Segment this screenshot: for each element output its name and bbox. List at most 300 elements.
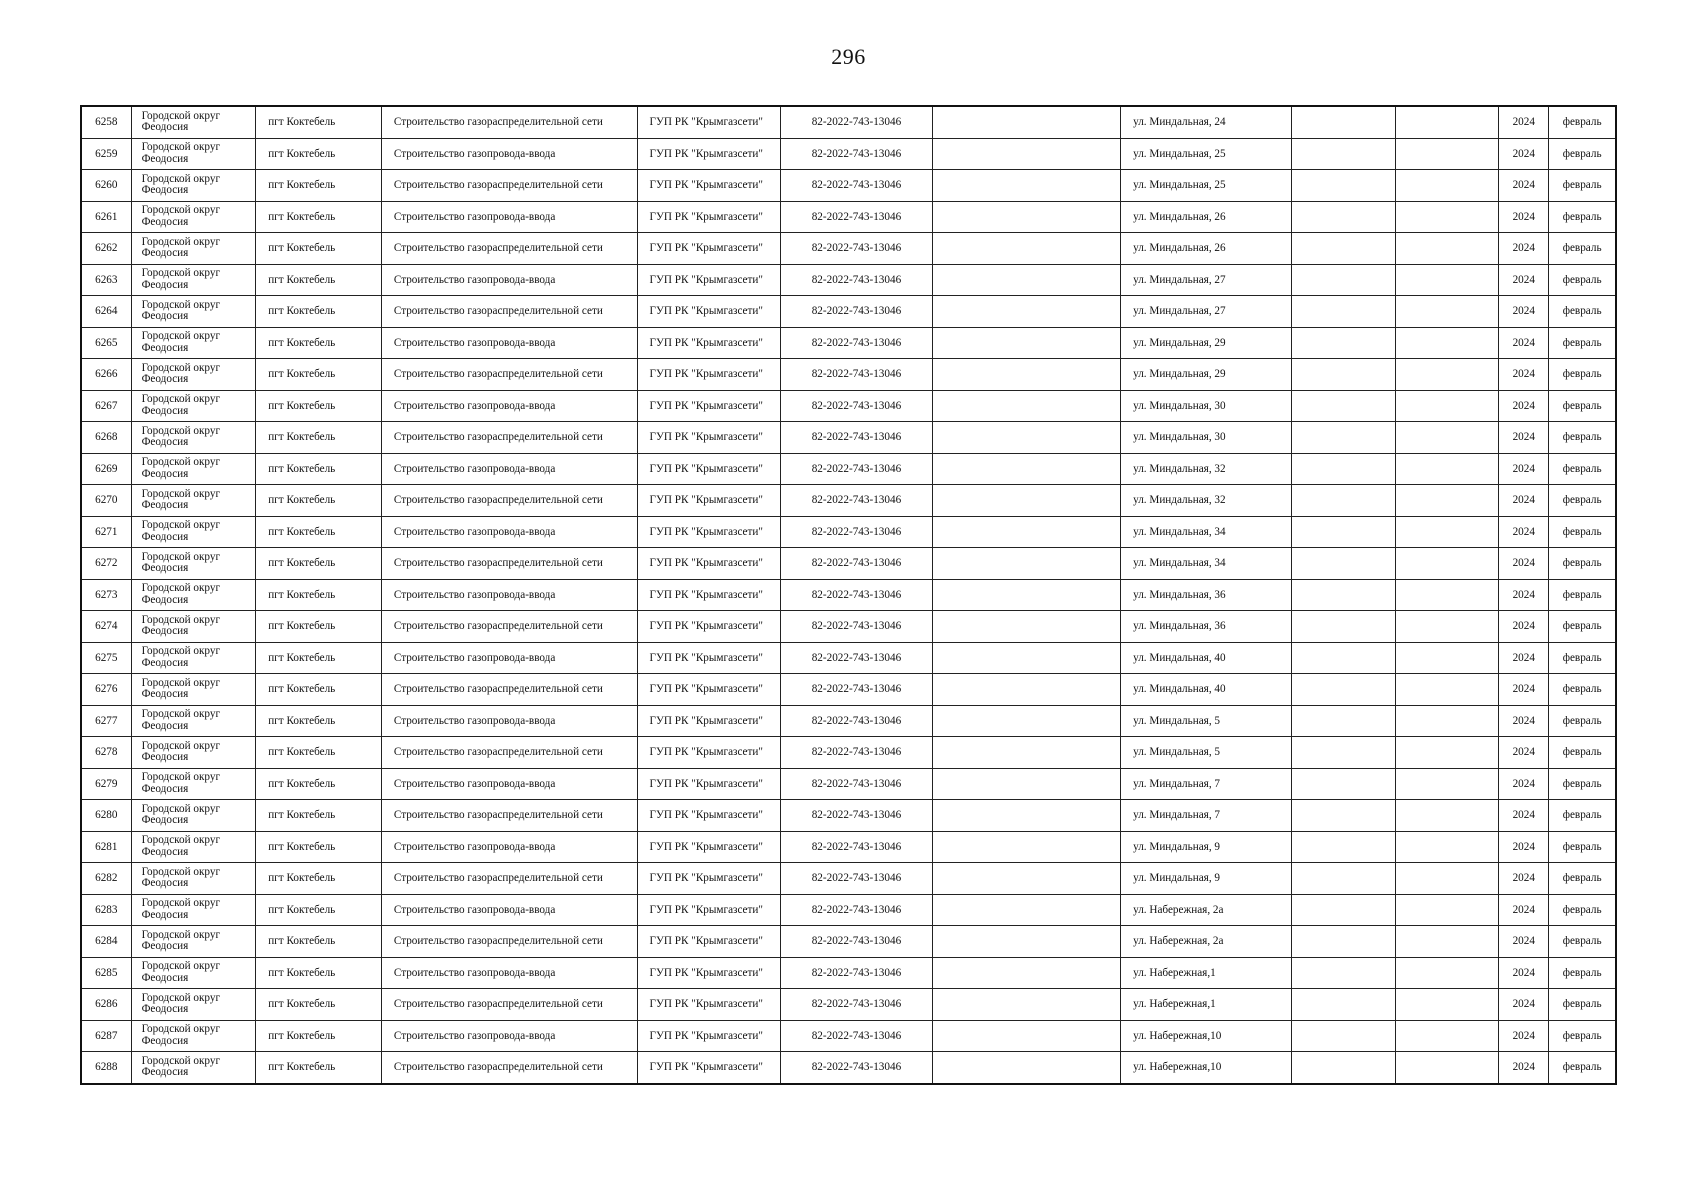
year-cell: 2024 — [1499, 863, 1549, 895]
organization-cell: ГУП РК "Крымгазсети" — [637, 926, 781, 958]
empty-cell — [1291, 579, 1395, 611]
empty-cell — [1395, 170, 1498, 202]
year-cell: 2024 — [1499, 1052, 1549, 1084]
table-row — [81, 768, 1616, 800]
table-row — [81, 233, 1616, 265]
row-number: 6269 — [81, 453, 131, 485]
work-type-cell: Строительство газораспределительной сети — [381, 548, 637, 580]
document-number-cell: 82-2022-743-13046 — [781, 674, 932, 706]
empty-cell — [1291, 800, 1395, 832]
municipality-cell: Городской округ Феодосия — [131, 170, 256, 202]
year-cell: 2024 — [1499, 705, 1549, 737]
table-row — [81, 264, 1616, 296]
year-cell: 2024 — [1499, 201, 1549, 233]
month-cell: февраль — [1549, 800, 1616, 832]
year-cell: 2024 — [1499, 926, 1549, 958]
empty-cell — [1291, 642, 1395, 674]
document-number-cell: 82-2022-743-13046 — [781, 611, 932, 643]
address-cell: ул. Набережная,1 — [1121, 989, 1291, 1021]
address-cell: ул. Набережная,10 — [1121, 1020, 1291, 1052]
address-cell: ул. Миндальная, 9 — [1121, 831, 1291, 863]
address-cell: ул. Миндальная, 30 — [1121, 390, 1291, 422]
year-cell: 2024 — [1499, 989, 1549, 1021]
address-cell: ул. Миндальная, 25 — [1121, 170, 1291, 202]
municipality-cell: Городской округ Феодосия — [131, 863, 256, 895]
locality-cell: пгт Коктебель — [256, 201, 382, 233]
row-number: 6271 — [81, 516, 131, 548]
work-type-cell: Строительство газораспределительной сети — [381, 674, 637, 706]
locality-cell: пгт Коктебель — [256, 737, 382, 769]
empty-cell — [1291, 957, 1395, 989]
municipality-cell: Городской округ Феодосия — [131, 831, 256, 863]
document-number-cell: 82-2022-743-13046 — [781, 705, 932, 737]
empty-cell — [932, 894, 1121, 926]
document-number-cell: 82-2022-743-13046 — [781, 863, 932, 895]
year-cell: 2024 — [1499, 957, 1549, 989]
row-number: 6266 — [81, 359, 131, 391]
empty-cell — [1291, 390, 1395, 422]
document-number-cell: 82-2022-743-13046 — [781, 768, 932, 800]
table-row — [81, 516, 1616, 548]
work-type-cell: Строительство газораспределительной сети — [381, 106, 637, 138]
municipality-cell: Городской округ Феодосия — [131, 894, 256, 926]
municipality-cell: Городской округ Феодосия — [131, 1052, 256, 1084]
row-number: 6275 — [81, 642, 131, 674]
table-row — [81, 989, 1616, 1021]
empty-cell — [1291, 611, 1395, 643]
address-cell: ул. Миндальная, 7 — [1121, 800, 1291, 832]
month-cell: февраль — [1549, 201, 1616, 233]
municipality-cell: Городской округ Феодосия — [131, 737, 256, 769]
empty-cell — [932, 233, 1121, 265]
address-cell: ул. Миндальная, 27 — [1121, 296, 1291, 328]
work-type-cell: Строительство газопровода-ввода — [381, 516, 637, 548]
locality-cell: пгт Коктебель — [256, 831, 382, 863]
municipality-cell: Городской округ Феодосия — [131, 296, 256, 328]
municipality-cell: Городской округ Феодосия — [131, 359, 256, 391]
locality-cell: пгт Коктебель — [256, 957, 382, 989]
table-row — [81, 705, 1616, 737]
table-row — [81, 422, 1616, 454]
document-number-cell: 82-2022-743-13046 — [781, 233, 932, 265]
year-cell: 2024 — [1499, 894, 1549, 926]
document-number-cell: 82-2022-743-13046 — [781, 106, 932, 138]
empty-cell — [932, 674, 1121, 706]
address-cell: ул. Миндальная, 9 — [1121, 863, 1291, 895]
empty-cell — [1291, 894, 1395, 926]
locality-cell: пгт Коктебель — [256, 894, 382, 926]
document-number-cell: 82-2022-743-13046 — [781, 485, 932, 517]
month-cell: февраль — [1549, 327, 1616, 359]
organization-cell: ГУП РК "Крымгазсети" — [637, 296, 781, 328]
empty-cell — [1395, 106, 1498, 138]
municipality-cell: Городской округ Феодосия — [131, 516, 256, 548]
empty-cell — [932, 327, 1121, 359]
organization-cell: ГУП РК "Крымгазсети" — [637, 579, 781, 611]
empty-cell — [932, 957, 1121, 989]
year-cell: 2024 — [1499, 296, 1549, 328]
row-number: 6274 — [81, 611, 131, 643]
municipality-cell: Городской округ Феодосия — [131, 1020, 256, 1052]
row-number: 6283 — [81, 894, 131, 926]
row-number: 6267 — [81, 390, 131, 422]
table-row — [81, 453, 1616, 485]
empty-cell — [1395, 831, 1498, 863]
empty-cell — [1291, 1020, 1395, 1052]
empty-cell — [932, 831, 1121, 863]
row-number: 6262 — [81, 233, 131, 265]
document-number-cell: 82-2022-743-13046 — [781, 359, 932, 391]
table-row — [81, 674, 1616, 706]
organization-cell: ГУП РК "Крымгазсети" — [637, 516, 781, 548]
page-number: 296 — [831, 44, 866, 69]
address-cell: ул. Миндальная, 24 — [1121, 106, 1291, 138]
year-cell: 2024 — [1499, 674, 1549, 706]
empty-cell — [1291, 831, 1395, 863]
document-number-cell: 82-2022-743-13046 — [781, 327, 932, 359]
empty-cell — [932, 264, 1121, 296]
municipality-cell: Городской округ Феодосия — [131, 548, 256, 580]
empty-cell — [1291, 516, 1395, 548]
month-cell: февраль — [1549, 359, 1616, 391]
empty-cell — [1395, 957, 1498, 989]
empty-cell — [1395, 548, 1498, 580]
row-number: 6288 — [81, 1052, 131, 1084]
empty-cell — [1395, 422, 1498, 454]
empty-cell — [932, 800, 1121, 832]
document-number-cell: 82-2022-743-13046 — [781, 1052, 932, 1084]
work-type-cell: Строительство газопровода-ввода — [381, 453, 637, 485]
empty-cell — [932, 1052, 1121, 1084]
empty-cell — [1395, 201, 1498, 233]
month-cell: февраль — [1549, 705, 1616, 737]
empty-cell — [1291, 233, 1395, 265]
locality-cell: пгт Коктебель — [256, 989, 382, 1021]
organization-cell: ГУП РК "Крымгазсети" — [637, 233, 781, 265]
work-type-cell: Строительство газопровода-ввода — [381, 264, 637, 296]
locality-cell: пгт Коктебель — [256, 800, 382, 832]
empty-cell — [1291, 296, 1395, 328]
empty-cell — [932, 1020, 1121, 1052]
work-type-cell: Строительство газопровода-ввода — [381, 390, 637, 422]
organization-cell: ГУП РК "Крымгазсети" — [637, 957, 781, 989]
address-cell: ул. Миндальная, 40 — [1121, 674, 1291, 706]
work-type-cell: Строительство газопровода-ввода — [381, 579, 637, 611]
work-type-cell: Строительство газораспределительной сети — [381, 1052, 637, 1084]
month-cell: февраль — [1549, 831, 1616, 863]
empty-cell — [932, 296, 1121, 328]
organization-cell: ГУП РК "Крымгазсети" — [637, 201, 781, 233]
locality-cell: пгт Коктебель — [256, 1052, 382, 1084]
table-row — [81, 390, 1616, 422]
empty-cell — [932, 201, 1121, 233]
municipality-cell: Городской округ Феодосия — [131, 485, 256, 517]
empty-cell — [1291, 863, 1395, 895]
registry-table — [80, 105, 1617, 1085]
locality-cell: пгт Коктебель — [256, 390, 382, 422]
locality-cell: пгт Коктебель — [256, 170, 382, 202]
work-type-cell: Строительство газораспределительной сети — [381, 170, 637, 202]
table-row — [81, 327, 1616, 359]
empty-cell — [932, 926, 1121, 958]
locality-cell: пгт Коктебель — [256, 768, 382, 800]
locality-cell: пгт Коктебель — [256, 516, 382, 548]
table-row — [81, 642, 1616, 674]
locality-cell: пгт Коктебель — [256, 106, 382, 138]
document-number-cell: 82-2022-743-13046 — [781, 800, 932, 832]
month-cell: февраль — [1549, 390, 1616, 422]
locality-cell: пгт Коктебель — [256, 863, 382, 895]
address-cell: ул. Миндальная, 36 — [1121, 611, 1291, 643]
work-type-cell: Строительство газораспределительной сети — [381, 233, 637, 265]
year-cell: 2024 — [1499, 548, 1549, 580]
municipality-cell: Городской округ Феодосия — [131, 705, 256, 737]
row-number: 6273 — [81, 579, 131, 611]
municipality-cell: Городской округ Феодосия — [131, 611, 256, 643]
month-cell: февраль — [1549, 296, 1616, 328]
empty-cell — [1291, 359, 1395, 391]
year-cell: 2024 — [1499, 327, 1549, 359]
empty-cell — [932, 170, 1121, 202]
empty-cell — [1395, 327, 1498, 359]
locality-cell: пгт Коктебель — [256, 359, 382, 391]
address-cell: ул. Миндальная, 40 — [1121, 642, 1291, 674]
work-type-cell: Строительство газопровода-ввода — [381, 705, 637, 737]
empty-cell — [932, 359, 1121, 391]
municipality-cell: Городской округ Феодосия — [131, 989, 256, 1021]
empty-cell — [932, 390, 1121, 422]
year-cell: 2024 — [1499, 390, 1549, 422]
empty-cell — [1395, 1052, 1498, 1084]
document-number-cell: 82-2022-743-13046 — [781, 548, 932, 580]
address-cell: ул. Набережная,10 — [1121, 1052, 1291, 1084]
table-row — [81, 1052, 1616, 1084]
month-cell: февраль — [1549, 737, 1616, 769]
address-cell: ул. Миндальная, 27 — [1121, 264, 1291, 296]
month-cell: февраль — [1549, 233, 1616, 265]
work-type-cell: Строительство газораспределительной сети — [381, 800, 637, 832]
year-cell: 2024 — [1499, 642, 1549, 674]
year-cell: 2024 — [1499, 831, 1549, 863]
empty-cell — [1395, 768, 1498, 800]
address-cell: ул. Миндальная, 5 — [1121, 705, 1291, 737]
municipality-cell: Городской округ Феодосия — [131, 800, 256, 832]
month-cell: февраль — [1549, 863, 1616, 895]
table-row — [81, 579, 1616, 611]
empty-cell — [1395, 233, 1498, 265]
empty-cell — [1395, 800, 1498, 832]
empty-cell — [1395, 705, 1498, 737]
row-number: 6278 — [81, 737, 131, 769]
month-cell: февраль — [1549, 642, 1616, 674]
municipality-cell: Городской округ Феодосия — [131, 926, 256, 958]
locality-cell: пгт Коктебель — [256, 1020, 382, 1052]
municipality-cell: Городской округ Феодосия — [131, 390, 256, 422]
month-cell: февраль — [1549, 894, 1616, 926]
empty-cell — [1395, 359, 1498, 391]
table-row — [81, 926, 1616, 958]
row-number: 6268 — [81, 422, 131, 454]
address-cell: ул. Миндальная, 29 — [1121, 327, 1291, 359]
municipality-cell: Городской округ Феодосия — [131, 579, 256, 611]
empty-cell — [1291, 170, 1395, 202]
address-cell: ул. Набережная, 2а — [1121, 926, 1291, 958]
organization-cell: ГУП РК "Крымгазсети" — [637, 1052, 781, 1084]
year-cell: 2024 — [1499, 485, 1549, 517]
row-number: 6284 — [81, 926, 131, 958]
address-cell: ул. Миндальная, 26 — [1121, 233, 1291, 265]
organization-cell: ГУП РК "Крымгазсети" — [637, 863, 781, 895]
year-cell: 2024 — [1499, 579, 1549, 611]
month-cell: февраль — [1549, 106, 1616, 138]
organization-cell: ГУП РК "Крымгазсети" — [637, 548, 781, 580]
locality-cell: пгт Коктебель — [256, 233, 382, 265]
row-number: 6259 — [81, 138, 131, 170]
month-cell: февраль — [1549, 768, 1616, 800]
work-type-cell: Строительство газопровода-ввода — [381, 768, 637, 800]
work-type-cell: Строительство газораспределительной сети — [381, 926, 637, 958]
address-cell: ул. Миндальная, 25 — [1121, 138, 1291, 170]
municipality-cell: Городской округ Феодосия — [131, 233, 256, 265]
work-type-cell: Строительство газораспределительной сети — [381, 989, 637, 1021]
address-cell: ул. Миндальная, 30 — [1121, 422, 1291, 454]
year-cell: 2024 — [1499, 422, 1549, 454]
empty-cell — [1291, 138, 1395, 170]
empty-cell — [1291, 327, 1395, 359]
document-number-cell: 82-2022-743-13046 — [781, 170, 932, 202]
table-row — [81, 548, 1616, 580]
organization-cell: ГУП РК "Крымгазсети" — [637, 894, 781, 926]
locality-cell: пгт Коктебель — [256, 674, 382, 706]
table-row — [81, 106, 1616, 138]
municipality-cell: Городской округ Феодосия — [131, 642, 256, 674]
month-cell: февраль — [1549, 170, 1616, 202]
address-cell: ул. Миндальная, 7 — [1121, 768, 1291, 800]
year-cell: 2024 — [1499, 106, 1549, 138]
empty-cell — [932, 138, 1121, 170]
empty-cell — [1395, 264, 1498, 296]
empty-cell — [932, 863, 1121, 895]
work-type-cell: Строительство газораспределительной сети — [381, 737, 637, 769]
document-number-cell: 82-2022-743-13046 — [781, 390, 932, 422]
document-number-cell: 82-2022-743-13046 — [781, 957, 932, 989]
empty-cell — [1395, 611, 1498, 643]
work-type-cell: Строительство газопровода-ввода — [381, 957, 637, 989]
work-type-cell: Строительство газопровода-ввода — [381, 642, 637, 674]
month-cell: февраль — [1549, 989, 1616, 1021]
work-type-cell: Строительство газопровода-ввода — [381, 831, 637, 863]
empty-cell — [932, 768, 1121, 800]
table-row — [81, 894, 1616, 926]
document-number-cell: 82-2022-743-13046 — [781, 926, 932, 958]
organization-cell: ГУП РК "Крымгазсети" — [637, 359, 781, 391]
organization-cell: ГУП РК "Крымгазсети" — [637, 453, 781, 485]
work-type-cell: Строительство газораспределительной сети — [381, 296, 637, 328]
month-cell: февраль — [1549, 579, 1616, 611]
empty-cell — [1395, 296, 1498, 328]
empty-cell — [1291, 737, 1395, 769]
empty-cell — [1395, 863, 1498, 895]
work-type-cell: Строительство газопровода-ввода — [381, 138, 637, 170]
month-cell: февраль — [1549, 611, 1616, 643]
empty-cell — [932, 642, 1121, 674]
document-number-cell: 82-2022-743-13046 — [781, 264, 932, 296]
locality-cell: пгт Коктебель — [256, 422, 382, 454]
row-number: 6265 — [81, 327, 131, 359]
organization-cell: ГУП РК "Крымгазсети" — [637, 327, 781, 359]
year-cell: 2024 — [1499, 737, 1549, 769]
municipality-cell: Городской округ Феодосия — [131, 957, 256, 989]
work-type-cell: Строительство газораспределительной сети — [381, 863, 637, 895]
locality-cell: пгт Коктебель — [256, 327, 382, 359]
municipality-cell: Городской округ Феодосия — [131, 768, 256, 800]
organization-cell: ГУП РК "Крымгазсети" — [637, 390, 781, 422]
address-cell: ул. Миндальная, 32 — [1121, 485, 1291, 517]
address-cell: ул. Миндальная, 29 — [1121, 359, 1291, 391]
year-cell: 2024 — [1499, 768, 1549, 800]
document-number-cell: 82-2022-743-13046 — [781, 296, 932, 328]
empty-cell — [1395, 894, 1498, 926]
locality-cell: пгт Коктебель — [256, 296, 382, 328]
row-number: 6272 — [81, 548, 131, 580]
empty-cell — [1291, 201, 1395, 233]
municipality-cell: Городской округ Феодосия — [131, 106, 256, 138]
row-number: 6276 — [81, 674, 131, 706]
year-cell: 2024 — [1499, 233, 1549, 265]
row-number: 6285 — [81, 957, 131, 989]
empty-cell — [1395, 989, 1498, 1021]
row-number: 6258 — [81, 106, 131, 138]
work-type-cell: Строительство газопровода-ввода — [381, 1020, 637, 1052]
empty-cell — [1395, 674, 1498, 706]
row-number: 6287 — [81, 1020, 131, 1052]
row-number: 6260 — [81, 170, 131, 202]
municipality-cell: Городской округ Феодосия — [131, 674, 256, 706]
row-number: 6279 — [81, 768, 131, 800]
empty-cell — [1291, 768, 1395, 800]
month-cell: февраль — [1549, 138, 1616, 170]
document-number-cell: 82-2022-743-13046 — [781, 138, 932, 170]
work-type-cell: Строительство газораспределительной сети — [381, 359, 637, 391]
empty-cell — [1395, 1020, 1498, 1052]
empty-cell — [1291, 264, 1395, 296]
document-number-cell: 82-2022-743-13046 — [781, 1020, 932, 1052]
month-cell: февраль — [1549, 957, 1616, 989]
registry-body — [81, 106, 1616, 1084]
empty-cell — [1395, 642, 1498, 674]
empty-cell — [1395, 516, 1498, 548]
month-cell: февраль — [1549, 548, 1616, 580]
locality-cell: пгт Коктебель — [256, 926, 382, 958]
empty-cell — [932, 485, 1121, 517]
table-row — [81, 831, 1616, 863]
organization-cell: ГУП РК "Крымгазсети" — [637, 611, 781, 643]
work-type-cell: Строительство газопровода-ввода — [381, 201, 637, 233]
month-cell: февраль — [1549, 1020, 1616, 1052]
year-cell: 2024 — [1499, 138, 1549, 170]
address-cell: ул. Миндальная, 26 — [1121, 201, 1291, 233]
month-cell: февраль — [1549, 674, 1616, 706]
document-number-cell: 82-2022-743-13046 — [781, 989, 932, 1021]
address-cell: ул. Набережная, 2а — [1121, 894, 1291, 926]
year-cell: 2024 — [1499, 800, 1549, 832]
address-cell: ул. Миндальная, 32 — [1121, 453, 1291, 485]
empty-cell — [1395, 926, 1498, 958]
year-cell: 2024 — [1499, 170, 1549, 202]
organization-cell: ГУП РК "Крымгазсети" — [637, 768, 781, 800]
table-row — [81, 1020, 1616, 1052]
locality-cell: пгт Коктебель — [256, 485, 382, 517]
